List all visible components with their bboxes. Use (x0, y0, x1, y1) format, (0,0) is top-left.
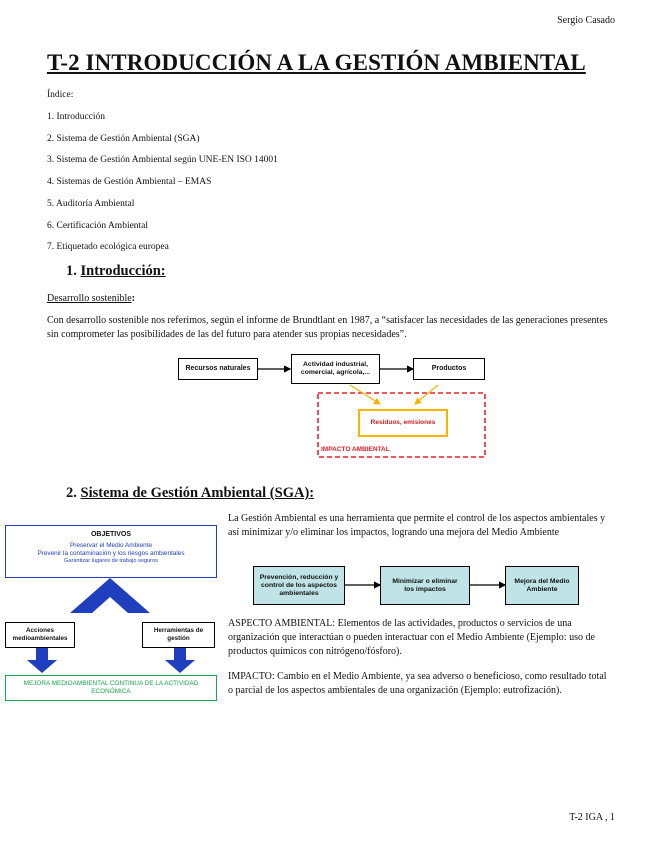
waste-emissions-box: Residuos, emisiones (358, 409, 448, 437)
index-label: Índice: (47, 90, 74, 100)
environmental-aspect-definition: ASPECTO AMBIENTAL: Elementos de las actividades, productos o servicios de una organización que interactúan o pueden interactuar con el Medio Ambiente (Ejemplo: uso de productos químicos con nitrógeno/fósforo). (228, 618, 595, 657)
objectives-title: OBJETIVOS (90, 531, 132, 538)
section-number: 2. (66, 485, 77, 501)
environmental-actions-box: Acciones medioambientales (5, 622, 75, 648)
index-item: 1. Introducción (47, 112, 106, 122)
continuous-improvement-box: MEJORA MEDIOAMBIENTAL CONTINUA DE LA ACTIVIDAD ECONÓMICA (5, 675, 217, 701)
section-title: Sistema de Gestión Ambiental (SGA): (80, 485, 315, 501)
management-tools-box: Herramientas de gestión (142, 622, 215, 648)
index-item: 7. Etiquetado ecológica europea (47, 242, 169, 252)
index-item: 3. Sistema de Gestión Ambiental según UNE-EN ISO 14001 (47, 155, 278, 165)
improvement-box: Mejora del Medio Ambiente (505, 566, 579, 605)
objective-line: Prevenir la contaminación y los riesgos ambientales (37, 550, 185, 557)
sustainable-definition: Con desarrollo sostenible nos referimos, según el informe de Brundtlant en 1987, a “satisfacer las necesidades de las generaciones presentes sin comprometer las posibilidades de las del futuro para atender sus propias necesidades”. (47, 315, 608, 340)
sga-intro: La Gestión Ambiental es una herramienta que permite el control de los aspectos ambientales y así minimizar y/o eliminar los impactos, logrando una mejora del Medio Ambiente (228, 513, 606, 538)
minimize-box: Minimizar o eliminar los impactos (380, 566, 470, 605)
natural-resources-box: Recursos naturales (178, 358, 258, 380)
prevention-box: Prevención, reducción y control de los aspectos ambientales (253, 566, 345, 605)
objective-line: Garantizar lugares de trabajo seguros (64, 558, 158, 564)
products-box: Productos (413, 358, 485, 380)
page-title: T-2 INTRODUCCIÓN A LA GESTIÓN AMBIENTAL (47, 50, 586, 75)
impact-definition: IMPACTO: Cambio en el Medio Ambiente, ya sea adverso o beneficioso, como resultado total o parcial de los aspectos ambientales de una organización (Ejemplo: eutrofización). (228, 671, 607, 696)
index-item: 4. Sistemas de Gestión Ambiental – EMAS (47, 177, 212, 187)
section-number: 1. (66, 263, 77, 279)
author-name: Sergio Casado (557, 15, 615, 26)
section-title: Introducción: (80, 263, 166, 279)
subheading-colon: : (131, 293, 136, 304)
index-item: 2. Sistema de Gestión Ambiental (SGA) (47, 134, 200, 144)
subheading-text: Desarrollo sostenible (47, 293, 132, 304)
industrial-activity-box: Actividad industrial, comercial, agrícola,... (291, 354, 380, 384)
index-item: 6. Certificación Ambiental (47, 221, 149, 231)
page-footer: T-2 IGA , 1 (569, 812, 615, 823)
index-item: 5. Auditoría Ambiental (47, 199, 135, 209)
impact-zone-label: IMPACTO AMBIENTAL (321, 446, 390, 453)
objective-line: Preservar el Medio Ambiente (69, 542, 153, 549)
